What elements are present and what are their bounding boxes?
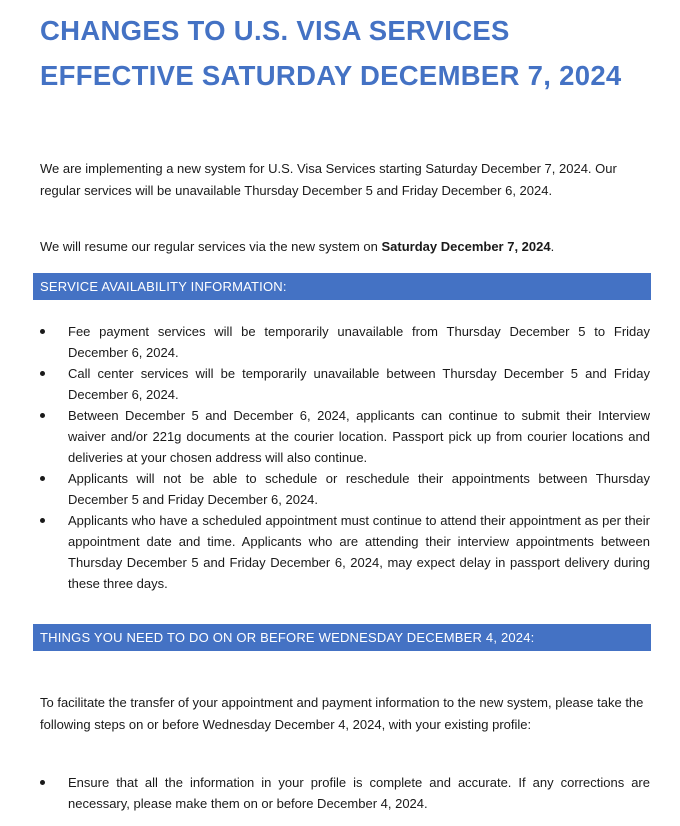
bullet-icon <box>40 413 45 418</box>
resume-end: . <box>550 239 555 254</box>
list-item <box>40 363 650 405</box>
list-item <box>40 510 650 594</box>
bullet-icon <box>40 518 45 523</box>
things-to-do-intro: To facilitate the transfer of your appointment and payment information to the new system, please take the following steps on or before Wednesday December 4, 2024, with your existing profile: <box>40 695 644 732</box>
things-to-do-list <box>40 772 650 814</box>
resume-date: Saturday December 7, 2024 <box>381 239 551 254</box>
bullet-icon <box>40 329 45 334</box>
list-item <box>40 772 650 814</box>
list-item <box>40 468 650 510</box>
list-item <box>40 321 650 363</box>
service-availability-list <box>40 321 650 594</box>
list-item-text: Applicants will not be able to schedule or reschedule their appointments between Thursday December 5 and Friday December 6, 2024. <box>68 471 650 507</box>
list-item-text: Ensure that all the information in your profile is complete and accurate. If any corrections are necessary, please make them on or before December 4, 2024. <box>68 775 650 811</box>
list-item-text: Fee payment services will be temporarily unavailable from Thursday December 5 to Friday December 6, 2024. <box>68 324 650 360</box>
bullet-icon <box>40 371 45 376</box>
page-title: CHANGES TO U.S. VISA SERVICES EFFECTIVE SATURDAY DECEMBER 7, 2024 <box>40 15 622 91</box>
section-heading-things-to-do: THINGS YOU NEED TO DO ON OR BEFORE WEDNESDAY DECEMBER 4, 2024: <box>33 624 651 651</box>
resume-paragraph <box>40 236 650 258</box>
section-heading-service-availability: SERVICE AVAILABILITY INFORMATION: <box>33 273 651 300</box>
intro-paragraph: We are implementing a new system for U.S. Visa Services starting Saturday December 7, 2024. Our regular services will be unavailable Thursday December 5 and Friday December 6, 2024. <box>40 161 617 198</box>
list-item-text: Applicants who have a scheduled appointment must continue to attend their appointment as per their appointment date and time. Applicants who are attending their interview appointments between Thursday December 5 and Friday December 6, 2024, may expect delay in passport delivery during these three days. <box>68 513 650 591</box>
resume-text: We will resume our regular services via the new system on <box>40 239 382 254</box>
bullet-icon <box>40 780 45 785</box>
list-item-text: Call center services will be temporarily unavailable between Thursday December 5 and Friday December 6, 2024. <box>68 366 650 402</box>
list-item-text: Between December 5 and December 6, 2024, applicants can continue to submit their Interview waiver and/or 221g documents at the courier location. Passport pick up from courier locations and deliveries at your chosen address will also continue. <box>68 408 650 465</box>
bullet-icon <box>40 476 45 481</box>
list-item <box>40 405 650 468</box>
